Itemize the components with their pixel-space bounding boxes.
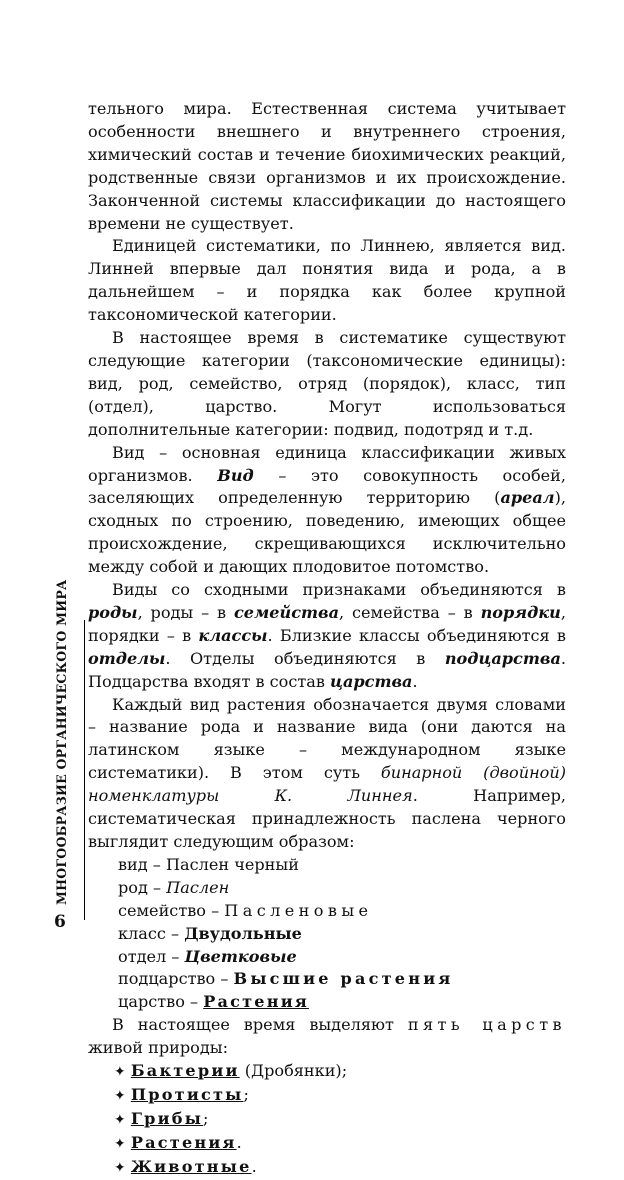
page-number: 6 [54,912,66,932]
running-title: МНОГООБРАЗИЕ ОРГАНИЧЕСКОГО МИРА [54,579,69,905]
kingdoms-list [88,1060,566,1180]
term-vid: Вид [217,465,254,485]
paragraph-7: В настоящее время выделяют пять царств живой природы: [88,1015,566,1058]
term-semeistva: семейства [233,602,340,622]
example-row: класс – Двудольные [118,923,302,943]
star-bullet-icon: ✦ [114,1159,126,1176]
paragraph-1: тельного мира. Естественная система учитывает особенности внешнего и внутреннего строения, химический состав и течение биохимических реакций, родственные связи организмов и их происхождение. Законченной системы классификации до настоящего времени не существует. [88,99,566,233]
list-item: ✦ Протисты; [114,1084,249,1104]
example-list [88,854,566,1014]
example-row: род – Паслен [118,877,230,897]
running-title-bar [44,579,85,920]
term-otdely: отделы [88,648,166,668]
star-bullet-icon: ✦ [114,1111,126,1128]
term-areal: ареал [500,488,555,508]
page-body [88,98,566,1180]
list-item: ✦ Растения. [114,1132,242,1152]
term-binary-nomenclature: бинарной (двойной) номенклатуры К. Линнея [88,763,567,806]
term-tsarstva: царства [330,671,413,691]
star-bullet-icon: ✦ [114,1064,126,1081]
term-poryadki: порядки [480,602,561,622]
term-rody: роды [88,602,138,622]
example-row: отдел – Цветковые [118,946,297,966]
example-row: подцарство – Высшие растения [118,969,454,989]
term-klassy: классы [198,625,268,645]
term-podtsarstva: подцарства [444,648,561,668]
example-row: царство – Растения [118,992,309,1012]
paragraph-4: Вид – основная единица классификации живых организмов. Вид – это совокупность особей, заселяющих определенную территорию (ареал), сходных по строению, поведению, имеющих общее происхождение, скрещивающихся исключительно между собой и дающих плодовитое потомство. [88,442,566,577]
list-item: ✦ Бактерии (Дробянки); [114,1061,348,1081]
star-bullet-icon: ✦ [114,1087,126,1104]
example-row: семейство – Пасленовые [118,900,373,920]
list-item: ✦ Животные. [114,1156,257,1176]
paragraph-2: Единицей систематики, по Линнею, является вид. Линней впервые дал понятия вида и рода, а в дальнейшем – и порядка как более крупной таксономической категории. [88,236,566,325]
list-item: ✦ Грибы; [114,1108,209,1128]
paragraph-5: Виды со сходными признаками объединяются в роды, роды – в семейства, семейства – в порядки, порядки – в классы. Близкие классы объединяются в отделы. Отделы объединяются в подцарства. Подцарства входят в состав царства. [88,580,566,691]
paragraph-3: В настоящее время в систематике существуют следующие категории (таксономические единицы): вид, род, семейство, отряд (порядок), класс, тип (отдел), царство. Могут использоваться дополнительные категории: подвид, подотряд и т.д. [88,328,566,439]
example-row: вид – Паслен черный [118,854,299,874]
paragraph-6: Каждый вид растения обозначается двумя словами – название рода и название вида (они даются на латинском языке – международном языке систематики). В этом суть бинарной (двойной) номенклатуры К. Линнея. Например, систематическая принадлежность паслена черного выглядит следующим образом: [88,694,567,851]
star-bullet-icon: ✦ [114,1135,126,1152]
